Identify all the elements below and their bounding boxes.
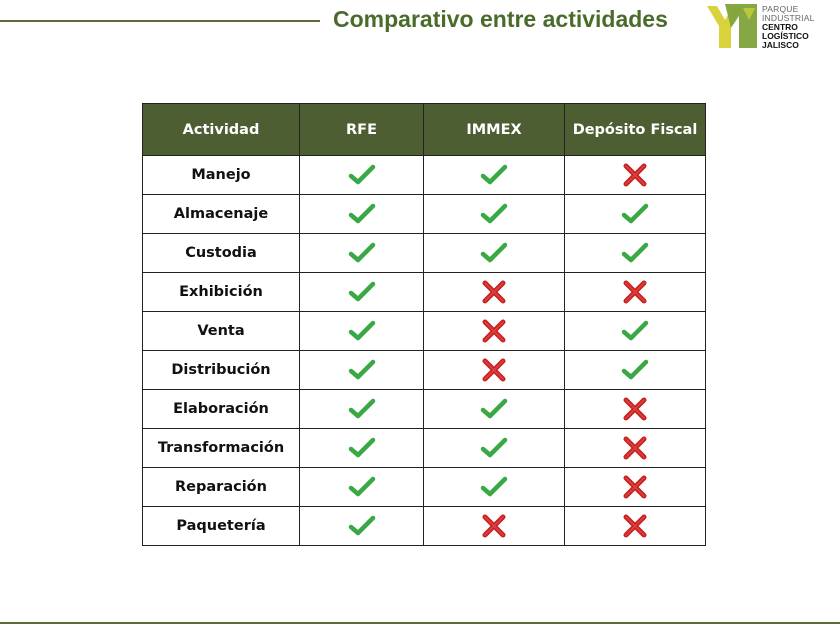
table-body — [143, 156, 706, 546]
cell-immex — [424, 312, 565, 351]
check-icon — [348, 319, 376, 343]
check-icon — [621, 202, 649, 226]
check-icon — [621, 319, 649, 343]
cross-icon — [621, 514, 649, 538]
check-icon — [480, 397, 508, 421]
logo-text — [762, 5, 815, 50]
cross-icon — [621, 280, 649, 304]
table-row — [143, 468, 706, 507]
activity-label: Exhibición — [143, 273, 300, 312]
check-icon — [480, 163, 508, 187]
logo-line-3: CENTRO — [762, 22, 798, 32]
check-icon — [348, 241, 376, 265]
bottom-rule — [0, 622, 840, 624]
logo-mark-icon — [703, 2, 759, 50]
cell-immex — [424, 234, 565, 273]
column-header-immex: IMMEX — [424, 104, 565, 156]
check-icon — [348, 514, 376, 538]
cell-deposito-fiscal — [565, 429, 706, 468]
cell-deposito-fiscal — [565, 507, 706, 546]
cell-deposito-fiscal — [565, 273, 706, 312]
cell-immex — [424, 195, 565, 234]
cell-deposito-fiscal — [565, 351, 706, 390]
cross-icon — [621, 163, 649, 187]
activity-label: Venta — [143, 312, 300, 351]
activity-label: Manejo — [143, 156, 300, 195]
activity-label: Custodia — [143, 234, 300, 273]
cross-icon — [480, 514, 508, 538]
cell-immex — [424, 507, 565, 546]
cell-deposito-fiscal — [565, 195, 706, 234]
table-row — [143, 429, 706, 468]
top-rule — [0, 20, 320, 22]
cross-icon — [480, 280, 508, 304]
cell-rfe — [300, 507, 424, 546]
check-icon — [348, 358, 376, 382]
check-icon — [348, 280, 376, 304]
activity-label: Paquetería — [143, 507, 300, 546]
table-row — [143, 156, 706, 195]
table-row — [143, 234, 706, 273]
check-icon — [621, 358, 649, 382]
cell-immex — [424, 273, 565, 312]
logo-line-5: JALISCO — [762, 40, 799, 50]
cross-icon — [480, 319, 508, 343]
table-row — [143, 273, 706, 312]
check-icon — [348, 163, 376, 187]
cell-immex — [424, 468, 565, 507]
check-icon — [621, 241, 649, 265]
cell-immex — [424, 390, 565, 429]
cross-icon — [621, 397, 649, 421]
cross-icon — [480, 358, 508, 382]
check-icon — [348, 475, 376, 499]
cell-rfe — [300, 234, 424, 273]
cross-icon — [621, 475, 649, 499]
check-icon — [348, 397, 376, 421]
cell-rfe — [300, 273, 424, 312]
cell-deposito-fiscal — [565, 156, 706, 195]
check-icon — [480, 241, 508, 265]
cell-immex — [424, 351, 565, 390]
logo-line-2: INDUSTRIAL — [762, 13, 815, 23]
activity-label: Distribución — [143, 351, 300, 390]
cell-rfe — [300, 312, 424, 351]
activity-label: Transformación — [143, 429, 300, 468]
cell-rfe — [300, 351, 424, 390]
table-header-row — [143, 104, 706, 156]
check-icon — [480, 475, 508, 499]
cell-deposito-fiscal — [565, 390, 706, 429]
activity-label: Almacenaje — [143, 195, 300, 234]
table-row — [143, 507, 706, 546]
activity-label: Reparación — [143, 468, 300, 507]
cross-icon — [621, 436, 649, 460]
cell-immex — [424, 156, 565, 195]
column-header-actividad: Actividad — [143, 104, 300, 156]
table-row — [143, 351, 706, 390]
check-icon — [480, 436, 508, 460]
cell-deposito-fiscal — [565, 312, 706, 351]
cell-rfe — [300, 195, 424, 234]
page-title: Comparativo entre actividades — [333, 6, 668, 32]
logo-line-4: LOGÍSTICO — [762, 31, 809, 41]
check-icon — [348, 202, 376, 226]
cell-rfe — [300, 390, 424, 429]
table-row — [143, 312, 706, 351]
cell-rfe — [300, 468, 424, 507]
table-row — [143, 390, 706, 429]
check-icon — [348, 436, 376, 460]
logo-line-1: PARQUE — [762, 4, 799, 14]
comparison-table — [142, 103, 706, 546]
cell-rfe — [300, 156, 424, 195]
column-header-rfe: RFE — [300, 104, 424, 156]
column-header-deposito-fiscal: Depósito Fiscal — [565, 104, 706, 156]
cell-deposito-fiscal — [565, 234, 706, 273]
check-icon — [480, 202, 508, 226]
cell-rfe — [300, 429, 424, 468]
cell-immex — [424, 429, 565, 468]
activity-label: Elaboración — [143, 390, 300, 429]
logo — [703, 2, 840, 52]
table-row — [143, 195, 706, 234]
cell-deposito-fiscal — [565, 468, 706, 507]
